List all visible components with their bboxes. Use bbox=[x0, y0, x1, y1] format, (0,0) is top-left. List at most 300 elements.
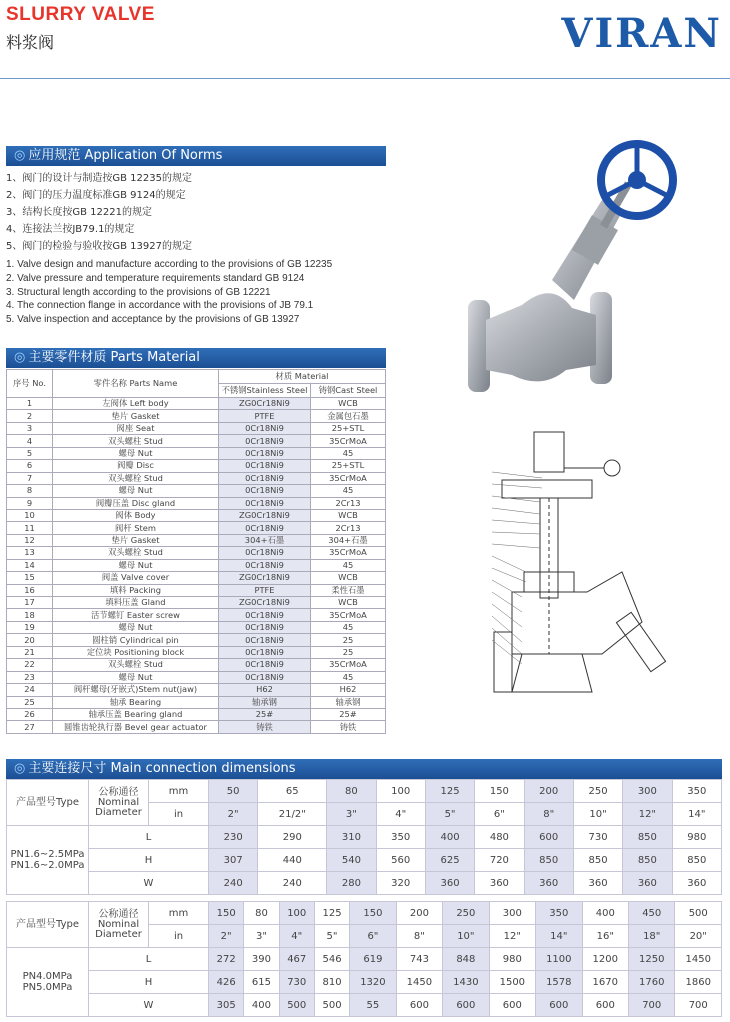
parts-cell: 螺母 Nut bbox=[53, 485, 219, 497]
dim-cell: 467 bbox=[279, 948, 314, 971]
dim-cell: 290 bbox=[258, 826, 327, 849]
valve-drawing bbox=[482, 422, 722, 722]
dim-cell: 100 bbox=[279, 902, 314, 925]
dim-cell: 540 bbox=[327, 849, 376, 872]
parts-cell: 阀座 Seat bbox=[53, 422, 219, 434]
dim-cell: 250 bbox=[443, 902, 489, 925]
dim-cell: 850 bbox=[623, 849, 672, 872]
dim-cell: 280 bbox=[327, 872, 376, 895]
parts-cell: 阀杆 Stem bbox=[53, 522, 219, 534]
dim-cell: 21/2" bbox=[258, 803, 327, 826]
dim-row-label: H bbox=[89, 849, 209, 872]
parts-cell: 0Cr18Ni9 bbox=[219, 472, 311, 484]
nominal-diameter-text: 公称通径 bbox=[98, 786, 139, 798]
dim-cell: 350 bbox=[376, 826, 425, 849]
dim-cell: 50 bbox=[209, 780, 258, 803]
parts-cell: 8 bbox=[7, 485, 53, 497]
parts-cell: 15 bbox=[7, 572, 53, 584]
parts-cell: 25+STL bbox=[311, 422, 386, 434]
unit-mm: mm bbox=[149, 902, 209, 925]
parts-row bbox=[7, 708, 386, 720]
dim-cell: 400 bbox=[244, 994, 279, 1017]
norms-heading-en: Application Of Norms bbox=[84, 148, 223, 163]
parts-cell: 35CrMoA bbox=[311, 609, 386, 621]
nominal-diameter-text: Nominal bbox=[97, 918, 140, 930]
dim-cell: 18" bbox=[629, 925, 675, 948]
dim-cell: 14" bbox=[672, 803, 721, 826]
dim-cell: 426 bbox=[209, 971, 244, 994]
parts-cell: 0Cr18Ni9 bbox=[219, 422, 311, 434]
dim-cell: 65 bbox=[258, 780, 327, 803]
parts-cell: WCB bbox=[311, 509, 386, 521]
parts-cell: 左阀体 Left body bbox=[53, 398, 219, 410]
parts-cell: 垫片 Gasket bbox=[53, 410, 219, 422]
dim-cell: 350 bbox=[672, 780, 721, 803]
dim-cell: 4" bbox=[376, 803, 425, 826]
parts-cell: 2Cr13 bbox=[311, 497, 386, 509]
dim-row-label: L bbox=[89, 948, 209, 971]
parts-cell: 35CrMoA bbox=[311, 472, 386, 484]
norms-list-en bbox=[6, 258, 332, 327]
dim-cell: 300 bbox=[489, 902, 535, 925]
nominal-diameter-label bbox=[89, 780, 149, 826]
parts-row bbox=[7, 410, 386, 422]
parts-cell: 1 bbox=[7, 398, 53, 410]
parts-row bbox=[7, 547, 386, 559]
parts-row bbox=[7, 609, 386, 621]
parts-cell: 0Cr18Ni9 bbox=[219, 559, 311, 571]
valve-photo bbox=[462, 140, 702, 402]
dim-cell: 360 bbox=[573, 872, 622, 895]
dim-cell: 360 bbox=[672, 872, 721, 895]
parts-cell: 7 bbox=[7, 472, 53, 484]
unit-mm: mm bbox=[149, 780, 209, 803]
parts-cell: 25# bbox=[219, 708, 311, 720]
unit-in: in bbox=[149, 803, 209, 826]
bullet-icon: ◎ bbox=[14, 148, 26, 163]
dim-cell: 700 bbox=[629, 994, 675, 1017]
dim-cell: 10" bbox=[443, 925, 489, 948]
dim-cell: 619 bbox=[350, 948, 396, 971]
parts-cell: 轴承 Bearing bbox=[53, 696, 219, 708]
parts-heading-cn: 主要零件材质 bbox=[28, 350, 107, 365]
parts-cell: 18 bbox=[7, 609, 53, 621]
parts-cell: 45 bbox=[311, 671, 386, 683]
parts-cell: 9 bbox=[7, 497, 53, 509]
dim-cell: 200 bbox=[524, 780, 573, 803]
parts-row bbox=[7, 460, 386, 472]
parts-cell: 双头螺柱 Stud bbox=[53, 435, 219, 447]
parts-cell: 25 bbox=[7, 696, 53, 708]
col-material: 材质 Material bbox=[219, 370, 386, 384]
parts-cell: 10 bbox=[7, 509, 53, 521]
title-en: SLURRY VALVE bbox=[6, 4, 155, 25]
pressure-text: PN1.6~2.5MPa bbox=[10, 849, 85, 860]
parts-cell: ZG0Cr18Ni9 bbox=[219, 398, 311, 410]
dim-cell: 1320 bbox=[350, 971, 396, 994]
parts-cell: 轴承钢 bbox=[311, 696, 386, 708]
dim-cell: 1860 bbox=[675, 971, 722, 994]
dim-cell: 6" bbox=[350, 925, 396, 948]
dim-cell: 310 bbox=[327, 826, 376, 849]
parts-cell: 铸铁 bbox=[219, 721, 311, 733]
norm-item: 3、结构长度按GB 12221的规定 bbox=[6, 207, 152, 218]
dim-cell: 400 bbox=[425, 826, 474, 849]
pressure-label bbox=[7, 948, 89, 1017]
parts-row bbox=[7, 534, 386, 546]
dim-cell: 360 bbox=[524, 872, 573, 895]
parts-section-header bbox=[6, 348, 386, 368]
dim-cell: 8" bbox=[524, 803, 573, 826]
dim-cell: 305 bbox=[209, 994, 244, 1017]
parts-cell: 3 bbox=[7, 422, 53, 434]
parts-cell: 圆锥齿轮执行器 Bevel gear actuator bbox=[53, 721, 219, 733]
dim-cell: 14" bbox=[536, 925, 582, 948]
parts-cell: 25 bbox=[311, 646, 386, 658]
parts-row bbox=[7, 398, 386, 410]
parts-cell: 304+石墨 bbox=[219, 534, 311, 546]
nominal-diameter-text: Diameter bbox=[95, 806, 142, 818]
dim-cell: 1578 bbox=[536, 971, 582, 994]
dim-cell: 350 bbox=[536, 902, 582, 925]
parts-cell: 4 bbox=[7, 435, 53, 447]
parts-cell: 27 bbox=[7, 721, 53, 733]
parts-cell: 45 bbox=[311, 485, 386, 497]
parts-cell: 5 bbox=[7, 447, 53, 459]
parts-row bbox=[7, 584, 386, 596]
dim-cell: 10" bbox=[573, 803, 622, 826]
dim-cell: 980 bbox=[489, 948, 535, 971]
parts-cell: 0Cr18Ni9 bbox=[219, 634, 311, 646]
dim-cell: 240 bbox=[258, 872, 327, 895]
dim-cell: 8" bbox=[396, 925, 442, 948]
parts-cell: 0Cr18Ni9 bbox=[219, 621, 311, 633]
dim-cell: 400 bbox=[582, 902, 628, 925]
norms-section-header bbox=[6, 146, 386, 166]
parts-cell: 螺母 Nut bbox=[53, 447, 219, 459]
parts-cell: WCB bbox=[311, 597, 386, 609]
parts-cell: 20 bbox=[7, 634, 53, 646]
dim-cell: 250 bbox=[573, 780, 622, 803]
nominal-diameter-text: Nominal bbox=[97, 796, 140, 808]
dim-row-label: H bbox=[89, 971, 209, 994]
dim-cell: 125 bbox=[314, 902, 349, 925]
dim-cell: 360 bbox=[623, 872, 672, 895]
dim-cell: 500 bbox=[314, 994, 349, 1017]
parts-cell: 0Cr18Ni9 bbox=[219, 609, 311, 621]
parts-cell: 填料压盖 Gland bbox=[53, 597, 219, 609]
dim-cell: 1670 bbox=[582, 971, 628, 994]
parts-cell: 45 bbox=[311, 447, 386, 459]
header-divider bbox=[0, 78, 730, 79]
parts-cell: 26 bbox=[7, 708, 53, 720]
norm-item-en: 5. Valve inspection and acceptance by the provisions of GB 13927 bbox=[6, 314, 300, 326]
parts-cell: 6 bbox=[7, 460, 53, 472]
parts-cell: 0Cr18Ni9 bbox=[219, 522, 311, 534]
dims-heading-en: Main connection dimensions bbox=[110, 761, 296, 776]
parts-cell: 22 bbox=[7, 659, 53, 671]
norm-item: 1、阀门的设计与制造按GB 12235的规定 bbox=[6, 173, 192, 184]
dim-cell: 625 bbox=[425, 849, 474, 872]
parts-row bbox=[7, 472, 386, 484]
pressure-text: PN5.0MPa bbox=[22, 982, 73, 993]
dim-cell: 20" bbox=[675, 925, 722, 948]
dim-cell: 743 bbox=[396, 948, 442, 971]
parts-row bbox=[7, 435, 386, 447]
dim-cell: 600 bbox=[536, 994, 582, 1017]
dim-cell: 730 bbox=[573, 826, 622, 849]
dim-cell: 850 bbox=[524, 849, 573, 872]
dim-cell: 12" bbox=[489, 925, 535, 948]
pressure-text: PN1.6~2.0MPa bbox=[10, 860, 85, 871]
parts-cell: ZG0Cr18Ni9 bbox=[219, 572, 311, 584]
dim-cell: 80 bbox=[244, 902, 279, 925]
parts-cell: ZG0Cr18Ni9 bbox=[219, 597, 311, 609]
dim-cell: 730 bbox=[279, 971, 314, 994]
dim-cell: 810 bbox=[314, 971, 349, 994]
parts-row bbox=[7, 422, 386, 434]
dim-cell: 272 bbox=[209, 948, 244, 971]
parts-cell: H62 bbox=[311, 684, 386, 696]
dim-cell: 300 bbox=[623, 780, 672, 803]
title-cn: 料浆阀 bbox=[6, 33, 55, 52]
parts-cell: ZG0Cr18Ni9 bbox=[219, 509, 311, 521]
dim-cell: 1760 bbox=[629, 971, 675, 994]
dim-cell: 390 bbox=[244, 948, 279, 971]
dim-cell: 2" bbox=[209, 803, 258, 826]
parts-cell: 21 bbox=[7, 646, 53, 658]
parts-row bbox=[7, 696, 386, 708]
parts-heading-en: Parts Material bbox=[110, 350, 200, 365]
dim-cell: 3" bbox=[244, 925, 279, 948]
parts-cell: 12 bbox=[7, 534, 53, 546]
col-name: 零件名称 Parts Name bbox=[53, 370, 219, 398]
dims-section-header bbox=[6, 759, 722, 779]
dim-cell: 500 bbox=[675, 902, 722, 925]
parts-cell: 活节螺钉 Easter screw bbox=[53, 609, 219, 621]
dims-heading-cn: 主要连接尺寸 bbox=[28, 761, 107, 776]
parts-row bbox=[7, 559, 386, 571]
parts-cell: WCB bbox=[311, 572, 386, 584]
dim-cell: 615 bbox=[244, 971, 279, 994]
parts-cell: 柔性石墨 bbox=[311, 584, 386, 596]
parts-row bbox=[7, 522, 386, 534]
dim-cell: 850 bbox=[623, 826, 672, 849]
dim-cell: 1430 bbox=[443, 971, 489, 994]
parts-cell: 0Cr18Ni9 bbox=[219, 460, 311, 472]
parts-cell: 45 bbox=[311, 559, 386, 571]
parts-cell: 0Cr18Ni9 bbox=[219, 497, 311, 509]
parts-cell: 垫片 Gasket bbox=[53, 534, 219, 546]
dim-cell: 55 bbox=[350, 994, 396, 1017]
dim-row-label: W bbox=[89, 994, 209, 1017]
dim-cell: 125 bbox=[425, 780, 474, 803]
parts-row bbox=[7, 634, 386, 646]
dim-cell: 700 bbox=[675, 994, 722, 1017]
parts-row bbox=[7, 659, 386, 671]
dim-cell: 1500 bbox=[489, 971, 535, 994]
dims-table-1 bbox=[6, 779, 722, 895]
dim-cell: 440 bbox=[258, 849, 327, 872]
dim-cell: 307 bbox=[209, 849, 258, 872]
dim-cell: 230 bbox=[209, 826, 258, 849]
dim-cell: 5" bbox=[425, 803, 474, 826]
pressure-text: PN4.0MPa bbox=[22, 971, 73, 982]
parts-cell: 0Cr18Ni9 bbox=[219, 435, 311, 447]
dim-cell: 848 bbox=[443, 948, 489, 971]
parts-cell: 0Cr18Ni9 bbox=[219, 447, 311, 459]
dim-cell: 850 bbox=[672, 849, 721, 872]
col-caststeel: 铸钢Cast Steel bbox=[311, 384, 386, 398]
bullet-icon: ◎ bbox=[14, 350, 26, 365]
parts-row bbox=[7, 509, 386, 521]
col-no: 序号 No. bbox=[7, 370, 53, 398]
dim-cell: 560 bbox=[376, 849, 425, 872]
dim-cell: 600 bbox=[489, 994, 535, 1017]
parts-cell: 螺母 Nut bbox=[53, 671, 219, 683]
dim-cell: 12" bbox=[623, 803, 672, 826]
dim-cell: 1200 bbox=[582, 948, 628, 971]
dim-cell: 80 bbox=[327, 780, 376, 803]
parts-row bbox=[7, 684, 386, 696]
norm-item: 4、连接法兰按JB79.1的规定 bbox=[6, 224, 135, 235]
parts-row bbox=[7, 485, 386, 497]
dim-cell: 320 bbox=[376, 872, 425, 895]
dim-cell: 1450 bbox=[396, 971, 442, 994]
norm-item-en: 2. Valve pressure and temperature requirements standard GB 9124 bbox=[6, 272, 305, 284]
parts-cell: 304+石墨 bbox=[311, 534, 386, 546]
dim-cell: 150 bbox=[350, 902, 396, 925]
parts-cell: 轴承压盖 Bearing gland bbox=[53, 708, 219, 720]
parts-cell: 35CrMoA bbox=[311, 659, 386, 671]
parts-cell: 16 bbox=[7, 584, 53, 596]
parts-cell: 阀瓣 Disc bbox=[53, 460, 219, 472]
nominal-diameter-text: Diameter bbox=[95, 928, 142, 940]
dim-cell: 1250 bbox=[629, 948, 675, 971]
parts-cell: 双头螺栓 Stud bbox=[53, 547, 219, 559]
parts-cell: WCB bbox=[311, 398, 386, 410]
dim-cell: 480 bbox=[475, 826, 524, 849]
dim-cell: 600 bbox=[443, 994, 489, 1017]
parts-row bbox=[7, 646, 386, 658]
dim-row-label: W bbox=[89, 872, 209, 895]
dim-cell: 5" bbox=[314, 925, 349, 948]
parts-row bbox=[7, 572, 386, 584]
norm-item-en: 4. The connection flange in accordance with the provisions of JB 79.1 bbox=[6, 300, 314, 312]
dim-cell: 500 bbox=[279, 994, 314, 1017]
parts-cell: 24 bbox=[7, 684, 53, 696]
dim-cell: 360 bbox=[425, 872, 474, 895]
dim-cell: 600 bbox=[396, 994, 442, 1017]
dim-cell: 240 bbox=[209, 872, 258, 895]
parts-cell: 0Cr18Ni9 bbox=[219, 659, 311, 671]
parts-cell: 铸铁 bbox=[311, 721, 386, 733]
parts-cell: 35CrMoA bbox=[311, 547, 386, 559]
parts-cell: 11 bbox=[7, 522, 53, 534]
dim-cell: 200 bbox=[396, 902, 442, 925]
parts-cell: 0Cr18Ni9 bbox=[219, 671, 311, 683]
dim-cell: 1100 bbox=[536, 948, 582, 971]
parts-cell: 定位块 Positioning block bbox=[53, 646, 219, 658]
parts-cell: 19 bbox=[7, 621, 53, 633]
dim-cell: 150 bbox=[475, 780, 524, 803]
parts-cell: 双头螺栓 Stud bbox=[53, 659, 219, 671]
dim-cell: 600 bbox=[524, 826, 573, 849]
dim-cell: 1450 bbox=[675, 948, 722, 971]
pressure-label bbox=[7, 826, 89, 895]
dim-cell: 546 bbox=[314, 948, 349, 971]
nominal-diameter-text: 公称通径 bbox=[98, 908, 139, 920]
parts-row bbox=[7, 447, 386, 459]
dim-cell: 720 bbox=[475, 849, 524, 872]
norm-item-en: 3. Structural length according to the provisions of GB 12221 bbox=[6, 286, 271, 298]
parts-cell: 螺母 Nut bbox=[53, 559, 219, 571]
parts-row bbox=[7, 671, 386, 683]
nominal-diameter-label bbox=[89, 902, 149, 948]
parts-cell: 45 bbox=[311, 621, 386, 633]
dim-cell: 2" bbox=[209, 925, 244, 948]
norm-item-en: 1. Valve design and manufacture according to the provisions of GB 12235 bbox=[6, 259, 333, 270]
parts-cell: 2 bbox=[7, 410, 53, 422]
parts-cell: 13 bbox=[7, 547, 53, 559]
norm-item: 5、阀门的检验与验收按GB 13927的规定 bbox=[6, 241, 192, 252]
dim-cell: 3" bbox=[327, 803, 376, 826]
parts-cell: 2Cr13 bbox=[311, 522, 386, 534]
dim-cell: 360 bbox=[475, 872, 524, 895]
parts-row bbox=[7, 721, 386, 733]
dim-row-label: L bbox=[89, 826, 209, 849]
norms-list-cn bbox=[6, 170, 192, 255]
unit-in: in bbox=[149, 925, 209, 948]
dim-cell: 100 bbox=[376, 780, 425, 803]
bullet-icon: ◎ bbox=[14, 761, 26, 776]
parts-cell: H62 bbox=[219, 684, 311, 696]
parts-table bbox=[6, 369, 386, 734]
parts-cell: 25+STL bbox=[311, 460, 386, 472]
parts-cell: 阀瓣压盖 Disc gland bbox=[53, 497, 219, 509]
parts-cell: 17 bbox=[7, 597, 53, 609]
parts-cell: PTFE bbox=[219, 410, 311, 422]
brand-logo: VIRAN bbox=[561, 10, 722, 57]
parts-cell: 35CrMoA bbox=[311, 435, 386, 447]
parts-cell: 阀杆螺母(牙嵌式)Stem nut(jaw) bbox=[53, 684, 219, 696]
dims-table-2 bbox=[6, 901, 722, 1017]
dim-cell: 4" bbox=[279, 925, 314, 948]
parts-cell: 23 bbox=[7, 671, 53, 683]
dim-cell: 850 bbox=[573, 849, 622, 872]
dim-cell: 16" bbox=[582, 925, 628, 948]
parts-row bbox=[7, 497, 386, 509]
parts-cell: 25# bbox=[311, 708, 386, 720]
parts-cell: 阀盖 Valve cover bbox=[53, 572, 219, 584]
dim-cell: 150 bbox=[209, 902, 244, 925]
dim-cell: 980 bbox=[672, 826, 721, 849]
dim-cell: 450 bbox=[629, 902, 675, 925]
norms-heading-cn: 应用规范 bbox=[28, 148, 81, 163]
parts-cell: 25 bbox=[311, 634, 386, 646]
parts-cell: 14 bbox=[7, 559, 53, 571]
norm-item: 2、阀门的压力温度标准GB 9124的规定 bbox=[6, 190, 186, 201]
dim-cell: 600 bbox=[582, 994, 628, 1017]
parts-cell: 双头螺栓 Stud bbox=[53, 472, 219, 484]
parts-cell: 0Cr18Ni9 bbox=[219, 646, 311, 658]
parts-cell: 螺母 Nut bbox=[53, 621, 219, 633]
parts-cell: PTFE bbox=[219, 584, 311, 596]
col-stainless: 不锈钢Stainless Steel bbox=[219, 384, 311, 398]
parts-row bbox=[7, 597, 386, 609]
parts-cell: 0Cr18Ni9 bbox=[219, 547, 311, 559]
type-label: 产品型号Type bbox=[7, 780, 89, 826]
